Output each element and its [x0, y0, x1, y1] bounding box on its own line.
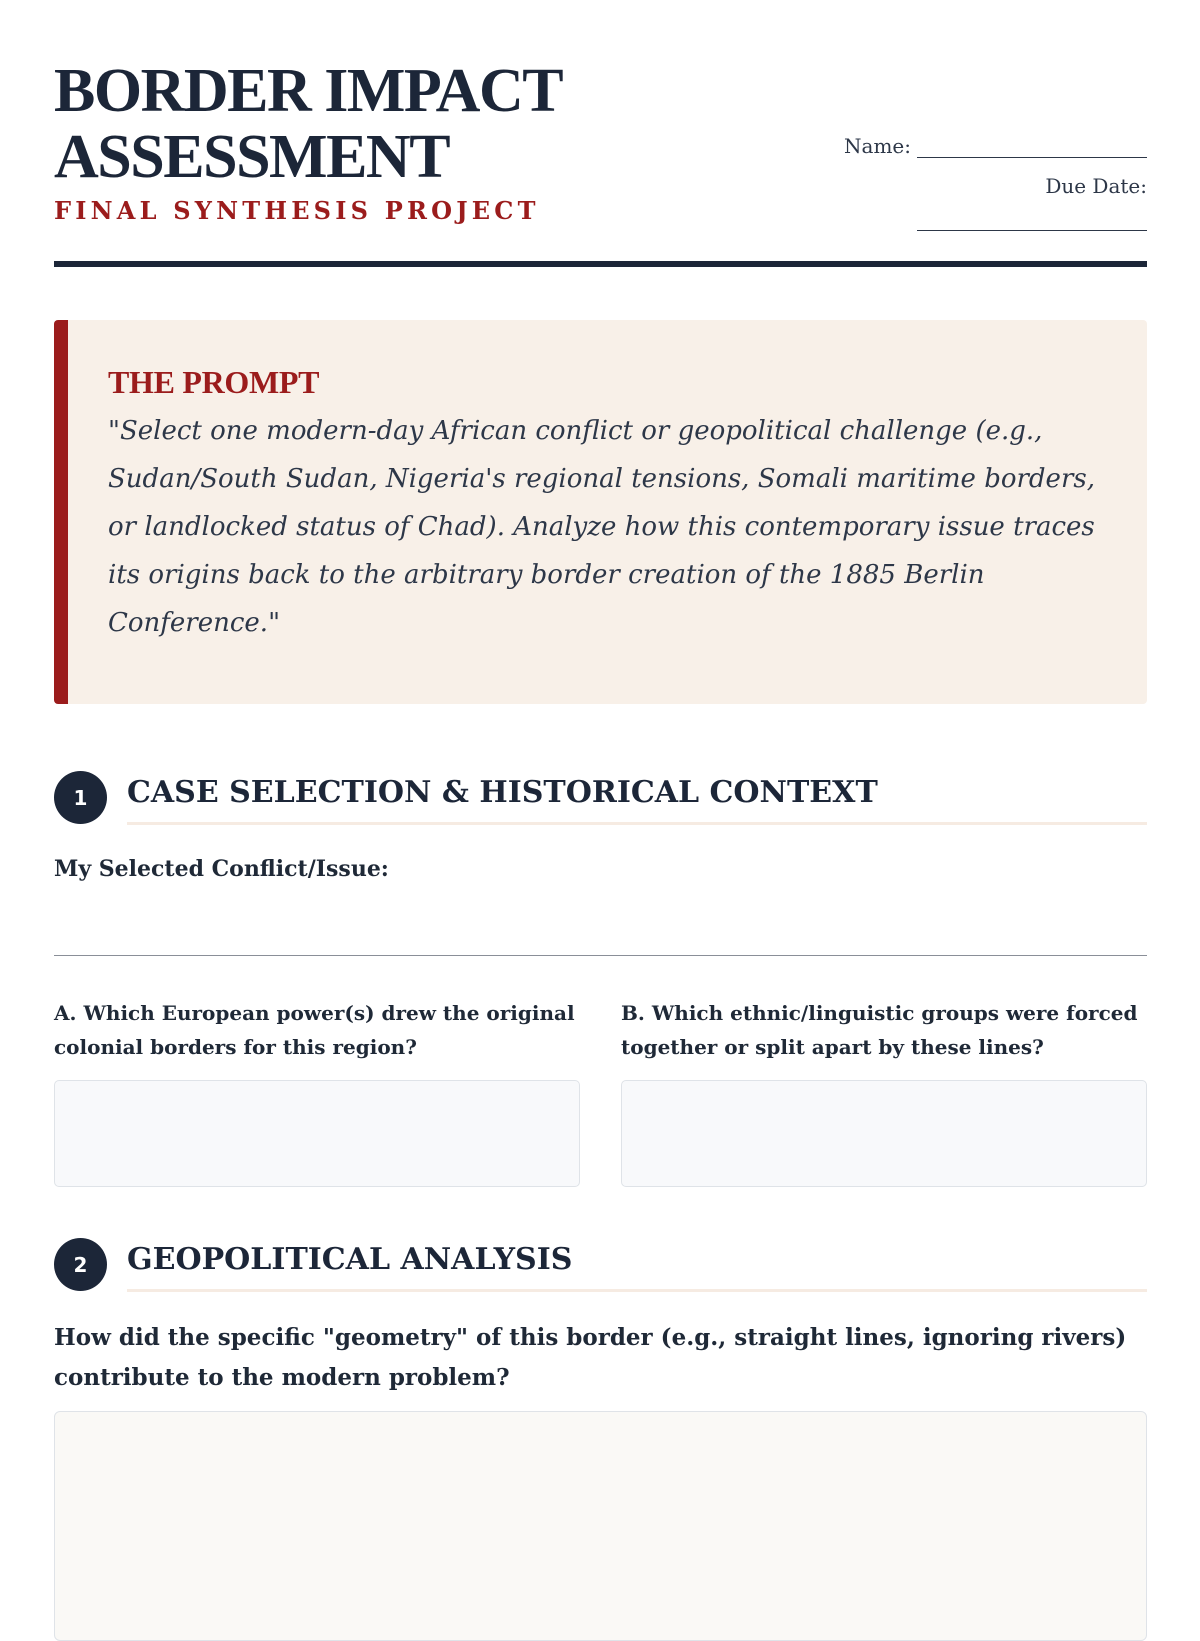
- section-1-rule: [127, 822, 1147, 825]
- section-1-header: [54, 771, 1147, 827]
- geometry-answer-box[interactable]: [54, 1411, 1147, 1641]
- selected-conflict-field[interactable]: [54, 955, 1147, 956]
- header-divider: [54, 261, 1147, 267]
- question-b: [621, 996, 1147, 1187]
- question-a-answer-box[interactable]: [54, 1080, 580, 1187]
- worksheet-page: [54, 0, 1147, 1391]
- prompt-text: "Select one modern-day African conflict or geopolitical challenge (e.g., Sudan/South Sudan, Nigeria's regional tensions, Somali maritime borders, or landlocked status of Chad). Analyze how this contemporary issue traces its origins back to the arbitrary border creation of the 1885 Berlin Conference.": [108, 416, 1095, 638]
- name-row: [827, 126, 1147, 158]
- name-field[interactable]: [917, 135, 1147, 158]
- question-b-label: B. Which ethnic/linguistic groups were forced together or split apart by these lines?: [621, 1001, 1138, 1059]
- worksheet-subtitle: FINAL SYNTHESIS PROJECT: [54, 196, 540, 225]
- question-a-label: A. Which European power(s) drew the original colonial borders for this region?: [54, 1001, 575, 1059]
- section-1-title: CASE SELECTION & HISTORICAL CONTEXT: [127, 775, 878, 810]
- title-line-2: ASSESSMENT: [54, 123, 450, 191]
- due-date-row: [827, 166, 1147, 198]
- worksheet-title: [54, 58, 562, 190]
- title-line-1: BORDER IMPACT: [54, 57, 563, 125]
- prompt-title: THE PROMPT: [108, 364, 320, 400]
- section-2-title: GEOPOLITICAL ANALYSIS: [127, 1242, 573, 1277]
- section-1-number-badge: 1: [54, 771, 107, 824]
- section-2-number-badge: 2: [54, 1238, 107, 1291]
- geometry-question: How did the specific "geometry" of this border (e.g., straight lines, ignoring rivers) contribute to the modern problem?: [54, 1324, 1127, 1391]
- name-label: Name:: [844, 134, 911, 158]
- due-date-label: Due Date:: [1045, 174, 1147, 198]
- selected-conflict-label: My Selected Conflict/Issue:: [54, 856, 389, 882]
- question-a: [54, 996, 580, 1187]
- due-date-field[interactable]: [917, 206, 1147, 231]
- prompt-box: [54, 320, 1147, 704]
- section-2-rule: [127, 1289, 1147, 1292]
- student-info: [827, 126, 1147, 231]
- section-2-header: [54, 1238, 1147, 1294]
- worksheet-header: [54, 0, 1147, 266]
- question-b-answer-box[interactable]: [621, 1080, 1147, 1187]
